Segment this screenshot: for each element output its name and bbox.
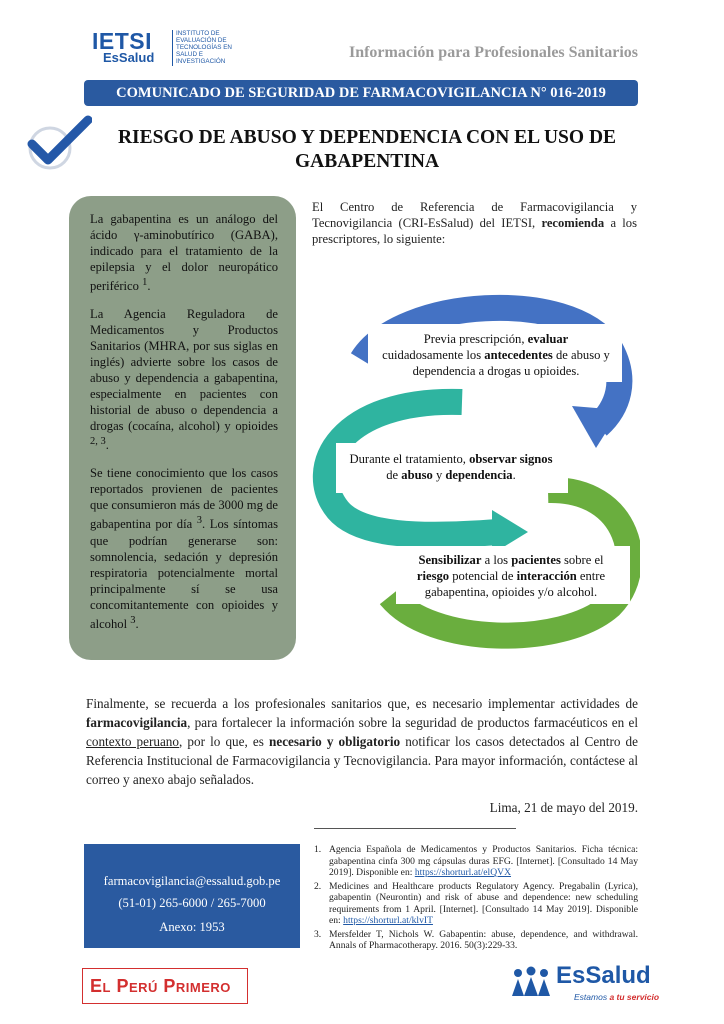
essalud-family-icon [510,966,552,998]
ietsi-logo: IETSI [92,28,153,54]
page-title [112,126,622,174]
contact-anexo: Anexo: 1953 [159,920,225,934]
contact-email[interactable]: farmacovigilancia@essalud.gob.pe [103,874,281,888]
title-line-1: RIESGO DE ABUSO Y DEPENDENCIA CON EL USO DE [117,127,617,148]
peru-primero-text: El Perú Primero [90,976,231,996]
contact-phone: (51-01) 265-6000 / 265-7000 [118,896,266,910]
recommendation-intro: El Centro de Referencia de Farmacovigilancia y Tecnovigilancia (CRI-EsSalud) del IETSI, recomienda a los prescriptores, lo siguiente: [312,200,637,246]
essalud-brand: EsSalud [556,962,651,989]
reference-item: 1. Agencia Española de Medicamentos y Productos Sanitarios. Ficha técnica: gabapentina cinfa 300 mg cápsulas duras EFG. [Internet]. [Consultado 14 May 2019]. Disponible en: https://shorturl.at/elQVX [314,844,638,878]
footnote-rule [314,828,516,829]
references-list [314,844,638,954]
reference-link[interactable]: https://shorturl.at/elQVX [414,867,512,878]
contact-box [84,844,300,948]
conclusion-paragraph: Finalmente, se recuerda a los profesionales sanitarios que, es necesario implementar actividades de farmacovigilancia, para fortalecer la información sobre la seguridad de productos farmacéuticos en el contexto peruano, por lo que, es necesario y obligatorio notificar los casos detectados al Centro de Referencia Institucional de Farmacovigilancia y Tecnovigilancia. Para mayor información, contáctese al correo y anexo abajo señalados. [86,696,638,787]
reference-link[interactable]: https://shorturl.at/klvIT [343,915,433,926]
step-sensitize: Sensibilizar a los pacientes sobre el riesgo potencial de interacción entre gabapentina, opioides y/o alcohol. [416,553,606,599]
title-line-2: GABAPENTINA [294,151,440,172]
info-paragraph-3: Se tiene conocimiento que los casos reportados provienen de pacientes que consumieron más de 3000 mg de gabapentina por día $^3$. Los síntomas que podrían generarse son: somnolencia, sedación y depresión respiratoria potencialmente mortal principalmente sí se usa concomitantemente con opioides y alcohol $^3$. [90,466,279,631]
logo-divider [172,30,173,66]
essalud-logo-text: EsSalud [103,50,155,65]
info-paragraph-2: La Agencia Reguladora de Medicamentos y Productos Sanitarios (MHRA, por sus siglas en inglés) advierte sobre los casos de abuso y dependencia a gabapentina, especialmente en pacientes con historial de abuso o dependencia a drogas (cocaína, alcohol) y opioides $^{2, 3}$. [90,307,278,453]
header-title: Información para Profesionales Sanitarios [348,44,638,61]
reference-item: 3. Mersfelder T, Nichols W. Gabapentin: abuse, dependence, and withdrawal. Annals of Pharmacotherapy. 2016. 50(3):229-33. [314,928,638,951]
essalud-tagline: Estamos a tu servicio [574,992,660,1002]
step-evaluate: Previa prescripción, evaluar cuidadosamente los antecedentes de abuso y dependencia a drogas u opioides. [382,332,610,378]
institute-name: INSTITUTO DE EVALUACIÓN DE TECNOLOGÍAS EN SALUD E INVESTIGACIÓN [176,30,232,65]
date-line: Lima, 21 de mayo del 2019. [489,800,638,815]
checkmark-icon [26,114,92,172]
info-paragraph-1: La gabapentina es un análogo del ácido γ-aminobutírico (GABA), indicado para el tratamiento de la epilepsia y el dolor neuropático periférico $^1$. [90,212,278,294]
reference-item: 2. Medicines and Healthcare products Regulatory Agency. Pregabalin (Lyrica), gabapentin (Neurontin) and risk of abuse and dependence: new scheduling requirements from 1 April. [Internet]. [Consultado 14 May 2019]. Disponible en: https://shorturl.at/klvIT [314,880,638,926]
step-observe: Durante el tratamiento, observar signos de abuso y dependencia. [349,452,553,482]
communique-banner: COMUNICADO DE SEGURIDAD DE FARMACOVIGILANCIA N° 016-2019 [84,80,638,106]
info-box-text [90,211,278,644]
